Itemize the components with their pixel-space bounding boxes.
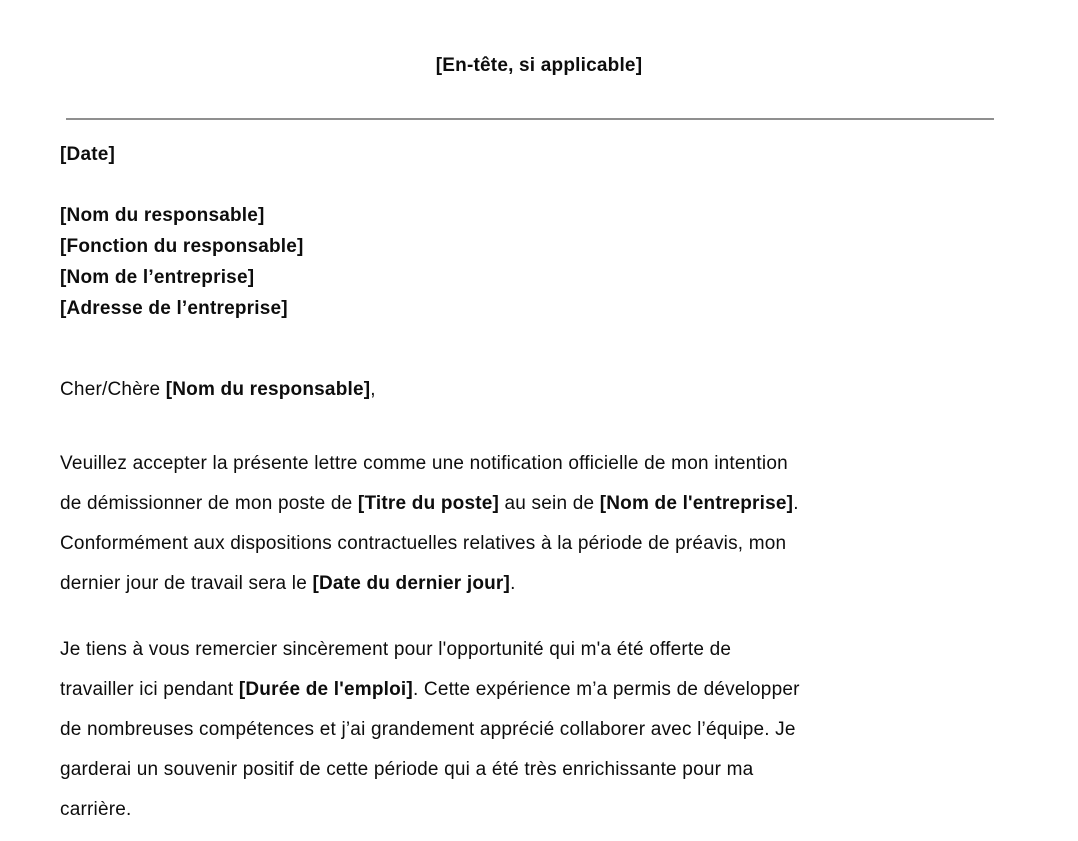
placeholder-token: [Durée de l'emploi]: [238, 679, 413, 700]
placeholder-token: [Titre du poste]: [357, 493, 500, 514]
salutation-line: [60, 370, 1018, 410]
placeholder-token: [Adresse de l’entreprise]: [60, 298, 288, 319]
recipient-address-block: [60, 200, 1018, 324]
text-run: garderai un souvenir positif de cette période qui a été très enrichissante pour ma: [60, 759, 754, 780]
placeholder-token: [Nom du responsable]: [165, 379, 371, 400]
resignation-notice-paragraph: [60, 444, 1018, 604]
text-run: Conformément aux dispositions contractuelles relatives à la période de préavis, mon: [60, 533, 787, 554]
date-placeholder: [Date]: [60, 144, 116, 165]
text-run: de nombreuses compétences et j’ai grandement apprécié collaborer avec l’équipe. Je: [60, 719, 796, 740]
text-run: carrière.: [60, 799, 132, 820]
placeholder-token: [Nom de l’entreprise]: [60, 267, 255, 288]
text-run: .: [510, 573, 516, 594]
text-run: Je tiens à vous remercier sincèrement pour l'opportunité qui m'a été offerte de: [60, 639, 732, 660]
text-run: dernier jour de travail sera le: [60, 573, 313, 594]
gratitude-paragraph: [60, 630, 1018, 830]
text-run: Veuillez accepter la présente lettre comme une notification officielle de mon intention: [60, 453, 788, 474]
text-run: . Cette expérience m’a permis de développer: [412, 679, 800, 700]
placeholder-token: [Nom de l'entreprise]: [599, 493, 794, 514]
header-divider: [66, 118, 994, 120]
text-run: ,: [370, 379, 376, 400]
text-run: de démissionner de mon poste de: [60, 493, 358, 514]
placeholder-token: [Nom du responsable]: [60, 205, 265, 226]
placeholder-token: [Date du dernier jour]: [312, 573, 511, 594]
placeholder-token: [Fonction du responsable]: [60, 236, 304, 257]
letter-header-placeholder: [En-tête, si applicable]: [435, 55, 643, 76]
text-run: au sein de: [499, 493, 600, 514]
text-run: Cher/Chère: [60, 379, 166, 400]
text-run: .: [793, 493, 799, 514]
text-run: travailler ici pendant: [60, 679, 239, 700]
